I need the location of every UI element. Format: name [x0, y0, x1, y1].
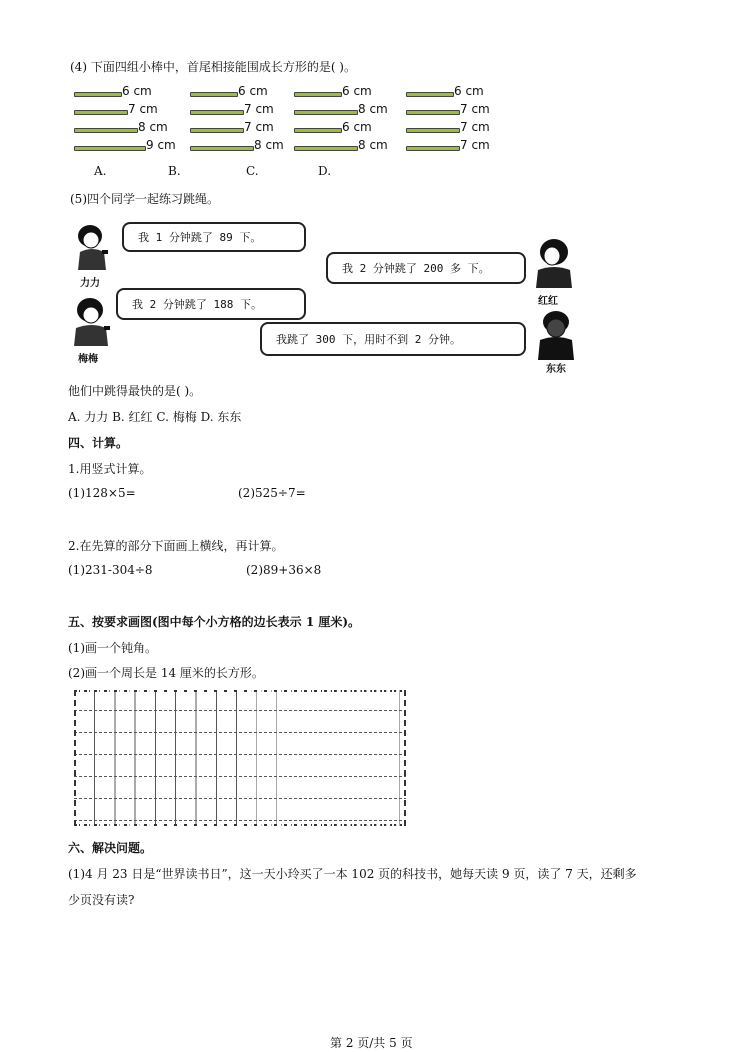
q5-stem: (5)四个同学一起练习跳绳。 [70, 192, 219, 206]
child-name-dongdong: 东东 [546, 364, 566, 375]
child-name-honghong: 红红 [538, 296, 558, 307]
section4-p1a: (1)128×5= [68, 486, 136, 500]
section6-p1-line1: (1)4 月 23 日是“世界读书日”，这一天小玲买了一本 102 页的科技书，她每天读 9 页，读了 7 天，还剩多 [68, 867, 637, 881]
q5-question: 他们中跳得最快的是( )。 [68, 384, 202, 398]
stick [190, 92, 238, 97]
stick-length-label: 7 cm [244, 102, 274, 116]
speech-text-meimei: 我 2 分钟跳了 188 下。 [132, 298, 262, 311]
stick-length-label: 7 cm [460, 138, 490, 152]
speech-text-lili: 我 1 分钟跳了 89 下。 [138, 231, 262, 244]
section5-title: 五、按要求画图(图中每个小方格的边长表示 1 厘米)。 [68, 615, 361, 629]
stick [406, 128, 460, 133]
speech-bubble-dongdong [260, 322, 526, 356]
stick [74, 128, 138, 133]
stick-length-label: 8 cm [358, 102, 388, 116]
stick [74, 92, 122, 97]
section4-p1b: (2)525÷7= [238, 486, 306, 500]
section5-p1: (1)画一个钝角。 [68, 641, 157, 655]
option-label: A. [94, 164, 107, 178]
stick [294, 92, 342, 97]
stick-length-label: 7 cm [244, 120, 274, 134]
speech-bubble-honghong [326, 252, 526, 284]
child-honghong-figure [532, 236, 576, 288]
stick [190, 146, 254, 151]
child-name-meimei: 梅梅 [78, 354, 98, 365]
stick [406, 92, 454, 97]
option-label: C. [246, 164, 259, 178]
speech-text-honghong: 我 2 分钟跳了 200 多 下。 [342, 262, 490, 275]
section4-p2a: (1)231-304÷8 [68, 563, 153, 577]
stick [406, 146, 460, 151]
stick [406, 110, 460, 115]
stick [74, 110, 128, 115]
stick-length-label: 7 cm [128, 102, 158, 116]
page-number: 第 2 页/共 5 页 [330, 1036, 413, 1050]
q4-stem: (4) 下面四组小棒中，首尾相接能围成长方形的是( )。 [70, 60, 356, 74]
stick-length-label: 6 cm [122, 84, 152, 98]
speech-bubble-meimei [116, 288, 306, 320]
option-label: B. [168, 164, 181, 178]
stick-length-label: 6 cm [342, 120, 372, 134]
stick-length-label: 7 cm [460, 120, 490, 134]
stick [74, 146, 146, 151]
q5-options: A. 力力 B. 红红 C. 梅梅 D. 东东 [68, 410, 242, 424]
section4-p2: 2.在先算的部分下面画上横线，再计算。 [68, 539, 284, 553]
drawing-grid[interactable] [74, 690, 406, 826]
section4-title: 四、计算。 [68, 436, 129, 450]
stick [294, 110, 358, 115]
child-name-lili: 力力 [80, 278, 100, 289]
stick-length-label: 6 cm [454, 84, 484, 98]
stick [190, 128, 244, 133]
speech-bubble-lili [122, 222, 306, 252]
stick-length-label: 8 cm [138, 120, 168, 134]
child-meimei-figure [70, 296, 118, 348]
stick-length-label: 8 cm [358, 138, 388, 152]
section4-p1: 1.用竖式计算。 [68, 462, 152, 476]
section6-title: 六、解决问题。 [68, 841, 153, 855]
stick-length-label: 7 cm [460, 102, 490, 116]
stick-length-label: 9 cm [146, 138, 176, 152]
stick [190, 110, 244, 115]
stick [294, 128, 342, 133]
section5-p2: (2)画一个周长是 14 厘米的长方形。 [68, 666, 264, 680]
child-dongdong-figure [534, 308, 578, 360]
stick-length-label: 6 cm [238, 84, 268, 98]
section6-p1-line2: 少页没有读? [68, 893, 135, 907]
option-label: D. [318, 164, 332, 178]
speech-text-dongdong: 我跳了 300 下，用时不到 2 分钟。 [276, 333, 461, 346]
stick-length-label: 6 cm [342, 84, 372, 98]
stick-length-label: 8 cm [254, 138, 284, 152]
section4-p2b: (2)89+36×8 [246, 563, 322, 577]
stick [294, 146, 358, 151]
child-lili-figure [72, 222, 118, 272]
